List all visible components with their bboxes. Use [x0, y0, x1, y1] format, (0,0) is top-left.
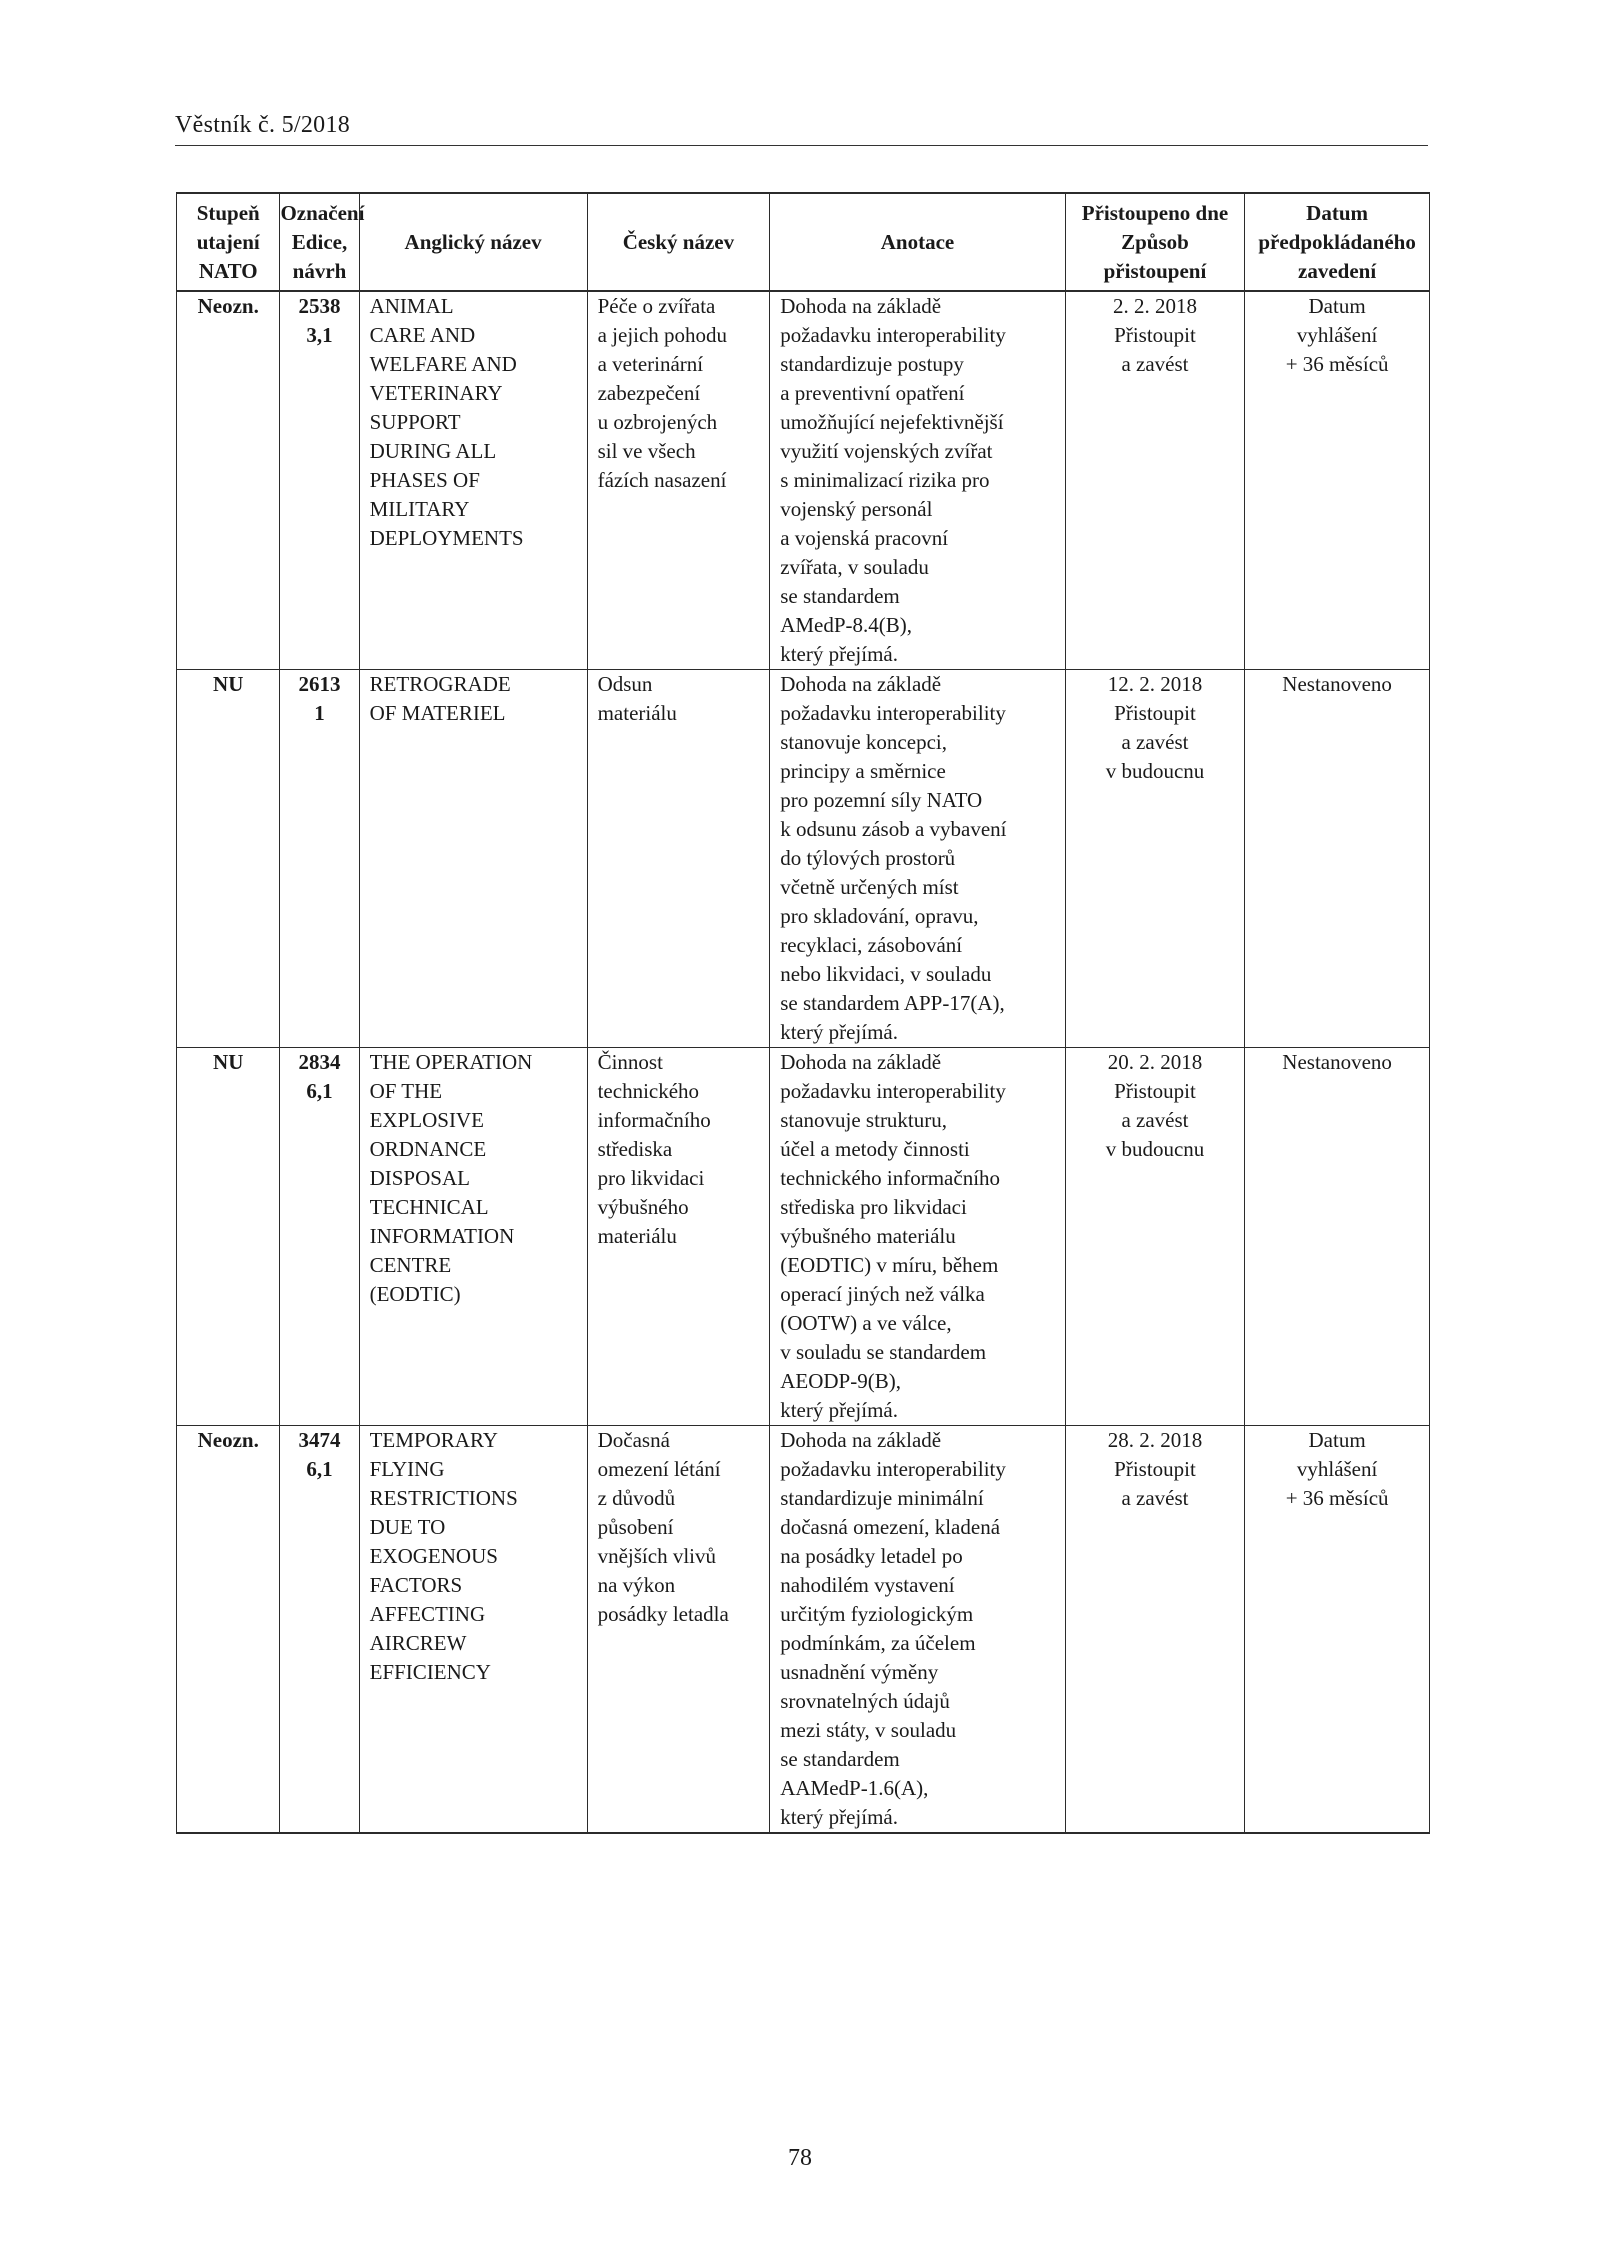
- annotation-line: dočasná omezení, kladená: [780, 1515, 1001, 1539]
- running-title: Věstník č. 5/2018: [175, 112, 351, 138]
- code-line: 3474: [298, 1428, 341, 1452]
- annotation-line: účel a metody činnosti: [780, 1137, 970, 1161]
- annotation-line: zvířata, v souladu: [780, 555, 929, 579]
- accession-line: Přistoupit: [1114, 1457, 1196, 1481]
- english-title-line: RESTRICTIONS: [369, 1486, 518, 1510]
- annotation-line: Dohoda na základě: [780, 1428, 942, 1452]
- czech-title-line: sil ve všech: [597, 439, 696, 463]
- code-line: 6,1: [306, 1457, 333, 1481]
- english-title-line: ORDNANCE: [369, 1137, 487, 1161]
- annotation-line: v souladu se standardem: [780, 1340, 987, 1364]
- english-title-cell: [359, 670, 587, 1048]
- czech-title-line: střediska: [597, 1137, 673, 1161]
- table-header-row: [177, 193, 1430, 291]
- annotation-line: (OOTW) a ve válce,: [780, 1311, 952, 1335]
- english-title-line: TECHNICAL: [369, 1195, 489, 1219]
- czech-title-line: materiálu: [597, 1224, 677, 1248]
- annotation-cell: [770, 291, 1066, 670]
- annotation-line: nahodilém vystavení: [780, 1573, 955, 1597]
- accession-line: a zavést: [1121, 352, 1189, 376]
- czech-title-line: fázích nasazení: [597, 468, 727, 492]
- czech-title-line: z důvodů: [597, 1486, 676, 1510]
- accession-line: a zavést: [1121, 1486, 1189, 1510]
- standards-table: [176, 192, 1430, 1834]
- annotation-line: určitým fyziologickým: [780, 1602, 974, 1626]
- english-title-line: ANIMAL: [369, 294, 454, 318]
- classification-cell: Neozn.: [177, 1426, 280, 1834]
- czech-title-cell: [587, 291, 770, 670]
- annotation-line: mezi státy, v souladu: [780, 1718, 957, 1742]
- czech-title-line: Činnost: [597, 1050, 663, 1074]
- annotation-line: který přejímá.: [780, 1398, 898, 1422]
- english-title-line: AFFECTING: [369, 1602, 486, 1626]
- accession-line: 12. 2. 2018: [1107, 672, 1203, 696]
- english-title-line: CENTRE: [369, 1253, 452, 1277]
- code-cell: [280, 291, 359, 670]
- czech-title-line: a jejich pohodu: [597, 323, 728, 347]
- implementation-date-line: Nestanoveno: [1282, 1050, 1392, 1074]
- english-title-cell: [359, 1048, 587, 1426]
- annotation-line: a preventivní opatření: [780, 381, 965, 405]
- accession-line: Přistoupit: [1114, 701, 1196, 725]
- accession-line: 28. 2. 2018: [1107, 1428, 1203, 1452]
- col-header-annotation: Anotace: [770, 193, 1066, 291]
- classification-cell: NU: [177, 670, 280, 1048]
- code-cell: [280, 1426, 359, 1834]
- annotation-line: podmínkám, za účelem: [780, 1631, 976, 1655]
- annotation-line: pro pozemní síly NATO: [780, 788, 983, 812]
- czech-title-cell: [587, 670, 770, 1048]
- english-title-line: FACTORS: [369, 1573, 463, 1597]
- annotation-line: stanovuje strukturu,: [780, 1108, 948, 1132]
- accession-line: Přistoupit: [1114, 1079, 1196, 1103]
- czech-title-line: Péče o zvířata: [597, 294, 716, 318]
- code-line: 1: [314, 701, 325, 725]
- annotation-line: Dohoda na základě: [780, 294, 942, 318]
- czech-title-line: Odsun: [597, 672, 653, 696]
- annotation-line: střediska pro likvidaci: [780, 1195, 967, 1219]
- code-line: 2834: [298, 1050, 341, 1074]
- annotation-line: a vojenská pracovní: [780, 526, 949, 550]
- annotation-line: operací jiných než válka: [780, 1282, 985, 1306]
- english-title-line: EFFICIENCY: [369, 1660, 491, 1684]
- annotation-line: se standardem APP-17(A),: [780, 991, 1005, 1015]
- czech-title-line: informačního: [597, 1108, 711, 1132]
- implementation-date-line: + 36 měsíců: [1285, 1486, 1389, 1510]
- code-line: 3,1: [306, 323, 333, 347]
- col-header-czech-title: Český název: [587, 193, 770, 291]
- english-title-line: DEPLOYMENTS: [369, 526, 524, 550]
- implementation-date-cell: [1245, 1048, 1430, 1426]
- annotation-line: Dohoda na základě: [780, 1050, 942, 1074]
- header-rule: [175, 145, 1428, 146]
- annotation-line: se standardem: [780, 584, 900, 608]
- accession-cell: [1065, 1048, 1244, 1426]
- annotation-line: nebo likvidaci, v souladu: [780, 962, 992, 986]
- czech-title-line: působení: [597, 1515, 674, 1539]
- annotation-line: usnadnění výměny: [780, 1660, 939, 1684]
- implementation-date-cell: [1245, 670, 1430, 1048]
- annotation-line: (EODTIC) v míru, během: [780, 1253, 999, 1277]
- annotation-line: požadavku interoperability: [780, 1457, 1006, 1481]
- annotation-line: se standardem: [780, 1747, 900, 1771]
- czech-title-line: materiálu: [597, 701, 677, 725]
- czech-title-line: posádky letadla: [597, 1602, 729, 1626]
- english-title-line: DUE TO: [369, 1515, 446, 1539]
- accession-line: v budoucnu: [1105, 759, 1205, 783]
- english-title-line: INFORMATION: [369, 1224, 515, 1248]
- implementation-date-line: Nestanoveno: [1282, 672, 1392, 696]
- english-title-line: TEMPORARY: [369, 1428, 498, 1452]
- code-cell: [280, 670, 359, 1048]
- col-header-classification: Stupeň utajení NATO: [177, 193, 280, 291]
- annotation-line: pro skladování, opravu,: [780, 904, 979, 928]
- accession-line: Přistoupit: [1114, 323, 1196, 347]
- czech-title-line: u ozbrojených: [597, 410, 718, 434]
- annotation-cell: [770, 670, 1066, 1048]
- annotation-line: který přejímá.: [780, 1020, 898, 1044]
- table-row: [177, 670, 1430, 1048]
- col-header-implementation-date: Datum předpokládaného zavedení: [1245, 193, 1430, 291]
- accession-line: 20. 2. 2018: [1107, 1050, 1203, 1074]
- czech-title-line: na výkon: [597, 1573, 676, 1597]
- annotation-line: na posádky letadel po: [780, 1544, 963, 1568]
- annotation-line: do týlových prostorů: [780, 846, 956, 870]
- annotation-line: vojenský personál: [780, 497, 933, 521]
- table-row: [177, 1426, 1430, 1834]
- czech-title-line: zabezpečení: [597, 381, 701, 405]
- english-title-line: DISPOSAL: [369, 1166, 470, 1190]
- english-title-line: CARE AND: [369, 323, 476, 347]
- accession-cell: [1065, 291, 1244, 670]
- english-title-line: EXPLOSIVE: [369, 1108, 484, 1132]
- classification-cell: NU: [177, 1048, 280, 1426]
- annotation-line: stanovuje koncepci,: [780, 730, 947, 754]
- code-line: 2613: [298, 672, 341, 696]
- implementation-date-line: vyhlášení: [1296, 323, 1378, 347]
- annotation-line: AEODP-9(B),: [780, 1369, 901, 1393]
- code-line: 6,1: [306, 1079, 333, 1103]
- czech-title-line: technického: [597, 1079, 700, 1103]
- table-row: [177, 1048, 1430, 1426]
- annotation-line: výbušného materiálu: [780, 1224, 956, 1248]
- col-header-code: Označení Edice, návrh: [280, 193, 359, 291]
- implementation-date-line: + 36 měsíců: [1285, 352, 1389, 376]
- czech-title-line: pro likvidaci: [597, 1166, 705, 1190]
- czech-title-line: omezení létání: [597, 1457, 721, 1481]
- annotation-line: včetně určených míst: [780, 875, 959, 899]
- annotation-line: standardizuje minimální: [780, 1486, 984, 1510]
- english-title-line: WELFARE AND: [369, 352, 517, 376]
- english-title-line: VETERINARY: [369, 381, 503, 405]
- english-title-line: THE OPERATION: [369, 1050, 533, 1074]
- col-header-english-title: Anglický název: [359, 193, 587, 291]
- english-title-line: OF THE: [369, 1079, 443, 1103]
- czech-title-line: Dočasná: [597, 1428, 670, 1452]
- accession-line: v budoucnu: [1105, 1137, 1205, 1161]
- english-title-line: EXOGENOUS: [369, 1544, 498, 1568]
- code-line: 2538: [298, 294, 341, 318]
- czech-title-line: výbušného: [597, 1195, 689, 1219]
- annotation-cell: [770, 1426, 1066, 1834]
- annotation-line: využití vojenských zvířat: [780, 439, 993, 463]
- annotation-line: požadavku interoperability: [780, 701, 1006, 725]
- annotation-line: požadavku interoperability: [780, 323, 1006, 347]
- czech-title-cell: [587, 1426, 770, 1834]
- english-title-line: AIRCREW: [369, 1631, 467, 1655]
- english-title-line: DURING ALL: [369, 439, 497, 463]
- annotation-line: s minimalizací rizika pro: [780, 468, 990, 492]
- accession-cell: [1065, 670, 1244, 1048]
- annotation-line: požadavku interoperability: [780, 1079, 1006, 1103]
- table-body: [177, 291, 1430, 1833]
- col-header-accession: Přistoupeno dne Způsob přistoupení: [1065, 193, 1244, 291]
- annotation-line: Dohoda na základě: [780, 672, 942, 696]
- implementation-date-line: Datum: [1308, 1428, 1366, 1452]
- annotation-line: který přejímá.: [780, 1805, 898, 1829]
- implementation-date-cell: [1245, 291, 1430, 670]
- annotation-line: recyklaci, zásobování: [780, 933, 963, 957]
- annotation-line: k odsunu zásob a vybavení: [780, 817, 1007, 841]
- code-cell: [280, 1048, 359, 1426]
- english-title-cell: [359, 291, 587, 670]
- annotation-line: AMedP-8.4(B),: [780, 613, 913, 637]
- english-title-line: FLYING: [369, 1457, 445, 1481]
- annotation-line: standardizuje postupy: [780, 352, 964, 376]
- annotation-line: AAMedP-1.6(A),: [780, 1776, 929, 1800]
- table-row: [177, 291, 1430, 670]
- english-title-line: OF MATERIEL: [369, 701, 506, 725]
- annotation-cell: [770, 1048, 1066, 1426]
- annotation-line: technického informačního: [780, 1166, 1001, 1190]
- czech-title-cell: [587, 1048, 770, 1426]
- accession-line: a zavést: [1121, 730, 1189, 754]
- page-number: 78: [788, 2145, 812, 2171]
- annotation-line: srovnatelných údajů: [780, 1689, 950, 1713]
- classification-cell: Neozn.: [177, 291, 280, 670]
- czech-title-line: vnějších vlivů: [597, 1544, 716, 1568]
- accession-line: 2. 2. 2018: [1112, 294, 1197, 318]
- annotation-line: umožňující nejefektivnější: [780, 410, 1004, 434]
- english-title-line: (EODTIC): [369, 1282, 461, 1306]
- english-title-line: RETROGRADE: [369, 672, 511, 696]
- czech-title-line: a veterinární: [597, 352, 704, 376]
- implementation-date-line: vyhlášení: [1296, 1457, 1378, 1481]
- english-title-line: PHASES OF: [369, 468, 480, 492]
- annotation-line: který přejímá.: [780, 642, 898, 666]
- implementation-date-line: Datum: [1308, 294, 1366, 318]
- accession-cell: [1065, 1426, 1244, 1834]
- annotation-line: principy a směrnice: [780, 759, 946, 783]
- implementation-date-cell: [1245, 1426, 1430, 1834]
- english-title-line: MILITARY: [369, 497, 470, 521]
- english-title-line: SUPPORT: [369, 410, 461, 434]
- accession-line: a zavést: [1121, 1108, 1189, 1132]
- english-title-cell: [359, 1426, 587, 1834]
